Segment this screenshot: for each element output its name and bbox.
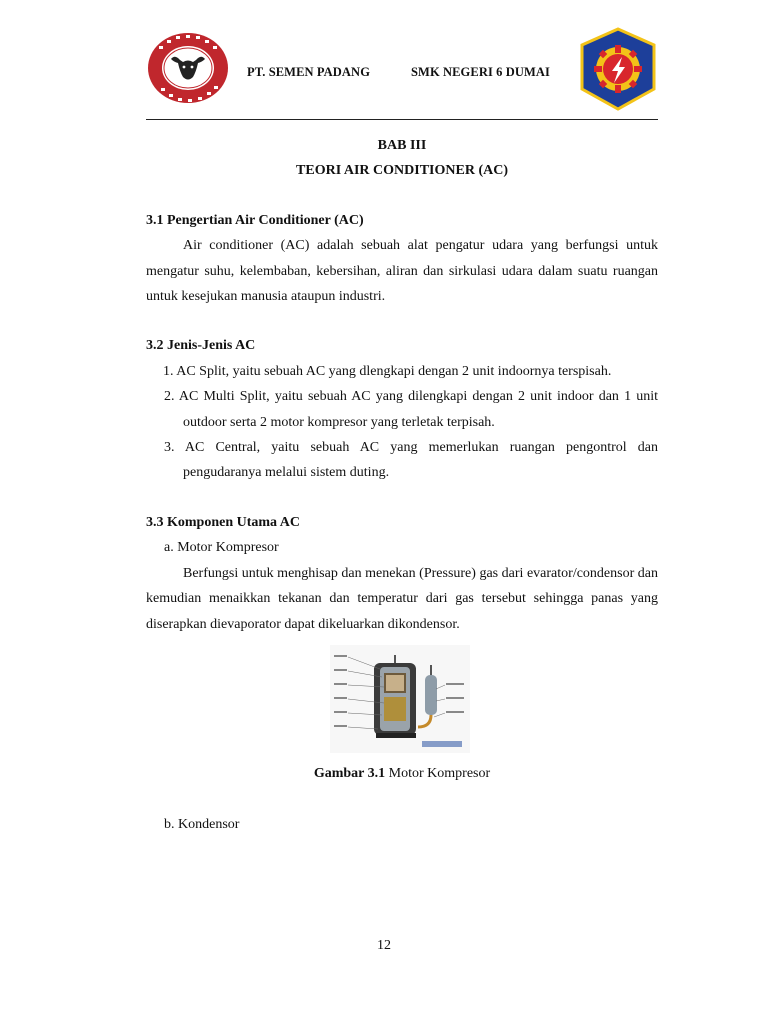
figure-caption-text: Motor Kompresor xyxy=(385,765,491,781)
section-3-1-paragraph: Air conditioner (AC) adalah sebuah alat pengatur udara yang berfungsi untuk mengatur suhu, kelembaban, kebersihan, aliran dan sirkulasi udara dalam suatu ruangan untuk kesejukan manusia ataupun industri. xyxy=(146,238,658,305)
section-3-1-heading: 3.1 Pengertian Air Conditioner (AC) xyxy=(146,212,364,228)
list-item: 2. AC Multi Split, yaitu sebuah AC yang dilengkapi dengan 2 unit indoor dan 1 unit outdoor serta 2 motor kompresor yang terletak terpisah. xyxy=(164,389,658,430)
chapter-label: BAB III xyxy=(377,138,427,153)
figure-label: Gambar 3.1 xyxy=(313,765,386,781)
sub-heading-a: a. Motor Kompresor xyxy=(164,540,279,556)
header-org-left: PT. SEMEN PADANG xyxy=(247,65,371,79)
semen-padang-logo-icon xyxy=(147,32,229,104)
figure-caption xyxy=(146,761,658,786)
smk-negeri-6-dumai-logo-icon xyxy=(578,27,658,111)
document-body xyxy=(146,130,658,838)
compressor-diagram-icon xyxy=(330,645,470,753)
list-item: 3. AC Central, yaitu sebuah AC yang memerlukan ruangan pengontrol dan pengudaranya melalui sistem duting. xyxy=(164,440,658,481)
motor-kompresor-paragraph: Berfungsi untuk menghisap dan menekan (Pressure) gas dari evarator/condensor dan kemudian menaikkan tekanan dan temperatur dari gas tersebut sehingga panas yang diserapkan dievaporator dapat dikeluarkan dikondensor. xyxy=(146,565,658,632)
section-3-3-heading: 3.3 Komponen Utama AC xyxy=(146,514,301,530)
section-3-2-heading: 3.2 Jenis-Jenis AC xyxy=(146,338,256,354)
sub-heading-b: b. Kondensor xyxy=(164,817,240,833)
chapter-title: TEORI AIR CONDITIONER (AC) xyxy=(296,163,508,179)
ac-types-list xyxy=(146,359,658,486)
figure-compressor xyxy=(146,645,658,757)
header-divider xyxy=(146,119,658,120)
list-item: 1. AC Split, yaitu sebuah AC yang dlengkapi dengan 2 unit indoornya terspisah. xyxy=(163,363,612,379)
page-header xyxy=(0,0,768,125)
page-number: 12 xyxy=(377,938,391,953)
header-org-right: SMK NEGERI 6 DUMAI xyxy=(411,65,550,79)
